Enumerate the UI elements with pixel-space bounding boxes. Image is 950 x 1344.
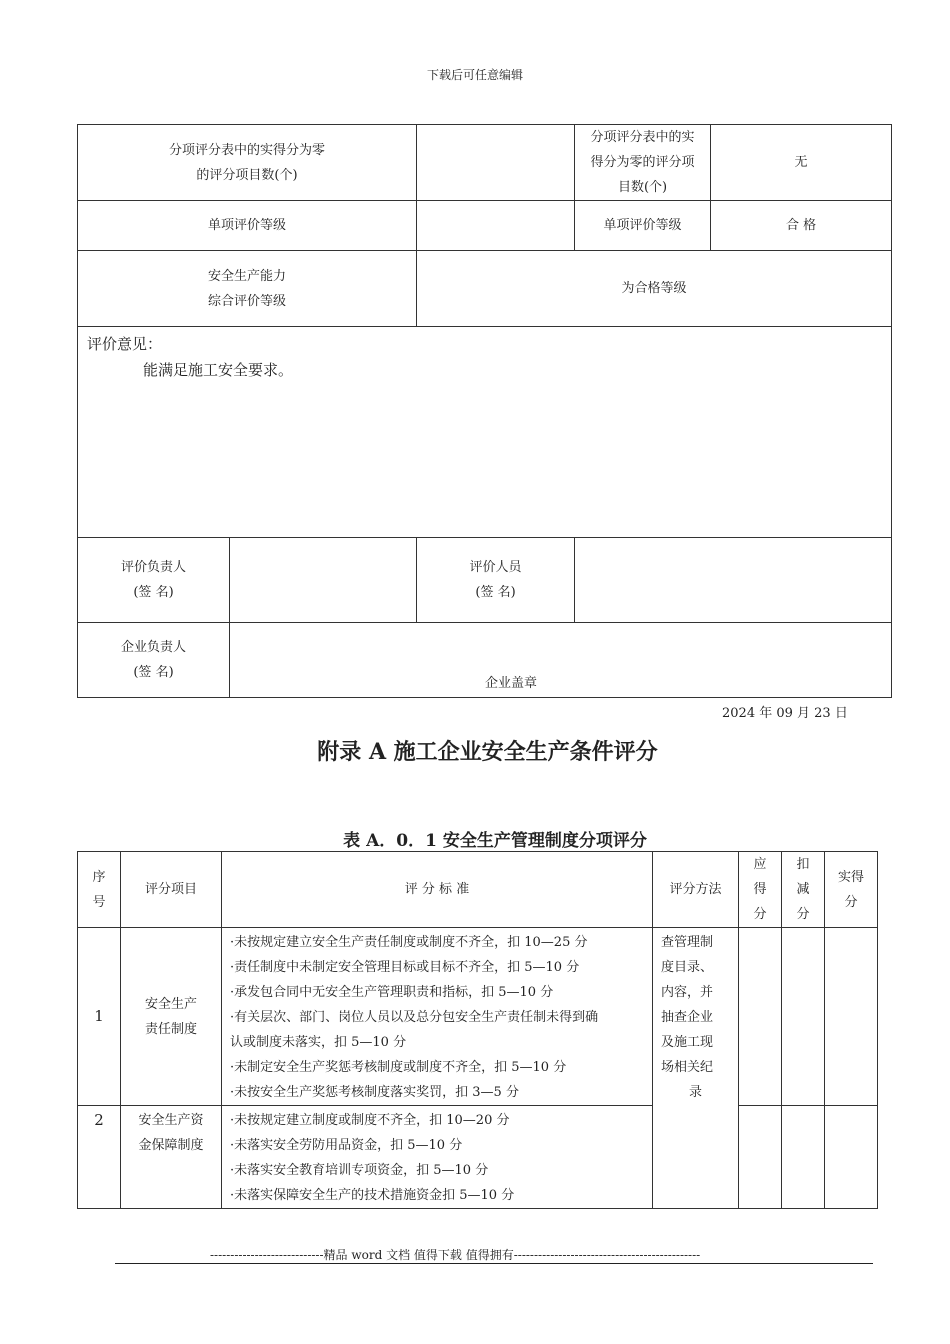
row-no: 1 xyxy=(78,928,121,1106)
page-header: 下载后可任意编辑 xyxy=(426,68,523,82)
header-method: 评分方法 xyxy=(653,852,739,928)
scoring-method: 查管理制 度目录、 内容，并 抽查企业 及施工现 场相关纪 录 xyxy=(653,928,739,1209)
appendix-title: 附录 A 施工企业安全生产条件评分 xyxy=(317,739,658,765)
row-actual-score xyxy=(825,928,878,1106)
footer-divider xyxy=(115,1263,873,1264)
row-item: 安全生产 责任制度 xyxy=(121,928,222,1106)
evaluation-summary-table xyxy=(77,124,892,698)
row-item: 安全生产资 金保障制度 xyxy=(121,1106,222,1209)
evaluator-lead-signature xyxy=(230,538,417,623)
table-row xyxy=(78,1106,878,1209)
opinion-label: 评价意见： xyxy=(87,335,163,353)
zero-items-label-right: 分项评分表中的实 得分为零的评分项 目数(个) xyxy=(575,125,711,201)
evaluators-label: 评价人员 (签 名) xyxy=(417,538,575,623)
table-header-row xyxy=(78,852,878,928)
single-grade-value-left xyxy=(417,201,575,251)
row-criteria: ·未按规定建立安全生产责任制度或制度不齐全，扣 10—25 分 ·责任制度中未制定安全管理目标或目标不齐全，扣 5—10 分 ·承发包合同中无安全生产管理职责和指标，扣 5—10 分 ·有关层次、部门、岗位人员以及总分包安全生产责任制未得到确 认或制度未落实，扣 5—10 分 ·未制定安全生产奖惩考核制度或制度不齐全，扣 5—10 分 ·未按安全生产奖惩考核制度落实奖罚，扣 3—5 分 xyxy=(222,928,653,1106)
table-row xyxy=(78,928,878,1106)
overall-grade-value: 为合格等级 xyxy=(417,251,892,327)
row-due-score xyxy=(739,928,782,1106)
single-grade-label-right: 单项评价等级 xyxy=(575,201,711,251)
single-grade-value-right: 合 格 xyxy=(711,201,892,251)
evaluation-date: 2024 年 09 月 23 日 xyxy=(722,706,848,721)
evaluators-signature xyxy=(575,538,892,623)
row-deduct-score xyxy=(782,1106,825,1209)
zero-items-label: 分项评分表中的实得分为零 的评分项目数(个) xyxy=(78,125,417,201)
row-due-score xyxy=(739,1106,782,1209)
company-head-label: 企业负责人 (签 名) xyxy=(78,623,230,698)
scoring-table xyxy=(77,851,878,1209)
row-criteria: ·未按规定建立制度或制度不齐全，扣 10—20 分 ·未落实安全劳防用品资金，扣 5—10 分 ·未落实安全教育培训专项资金，扣 5—10 分 ·未落实保障安全生产的技术措施资金扣 5—10 分 xyxy=(222,1106,653,1209)
header-due-score: 应 得 分 xyxy=(739,852,782,928)
row-deduct-score xyxy=(782,928,825,1106)
evaluator-lead-label: 评价负责人 (签 名) xyxy=(78,538,230,623)
company-seal: 企业盖章 xyxy=(230,623,892,698)
opinion-text: 能满足施工安全要求。 xyxy=(143,361,294,379)
row-no: 2 xyxy=(78,1106,121,1209)
overall-grade-label: 安全生产能力 综合评价等级 xyxy=(78,251,417,327)
row-actual-score xyxy=(825,1106,878,1209)
single-grade-label-left: 单项评价等级 xyxy=(78,201,417,251)
header-item: 评分项目 xyxy=(121,852,222,928)
header-criteria: 评 分 标 准 xyxy=(222,852,653,928)
evaluation-opinion xyxy=(78,327,892,538)
header-actual-score: 实得 分 xyxy=(825,852,878,928)
zero-items-value-right: 无 xyxy=(711,125,892,201)
page-footer: ----------------------------精品 word 文档 值得下载 值得拥有---------------------------------------------- xyxy=(210,1248,701,1262)
zero-items-value-left xyxy=(417,125,575,201)
header-deduct-score: 扣 减 分 xyxy=(782,852,825,928)
header-no: 序 号 xyxy=(78,852,121,928)
table-title: 表 A．0．1 安全生产管理制度分项评分 xyxy=(343,831,647,851)
